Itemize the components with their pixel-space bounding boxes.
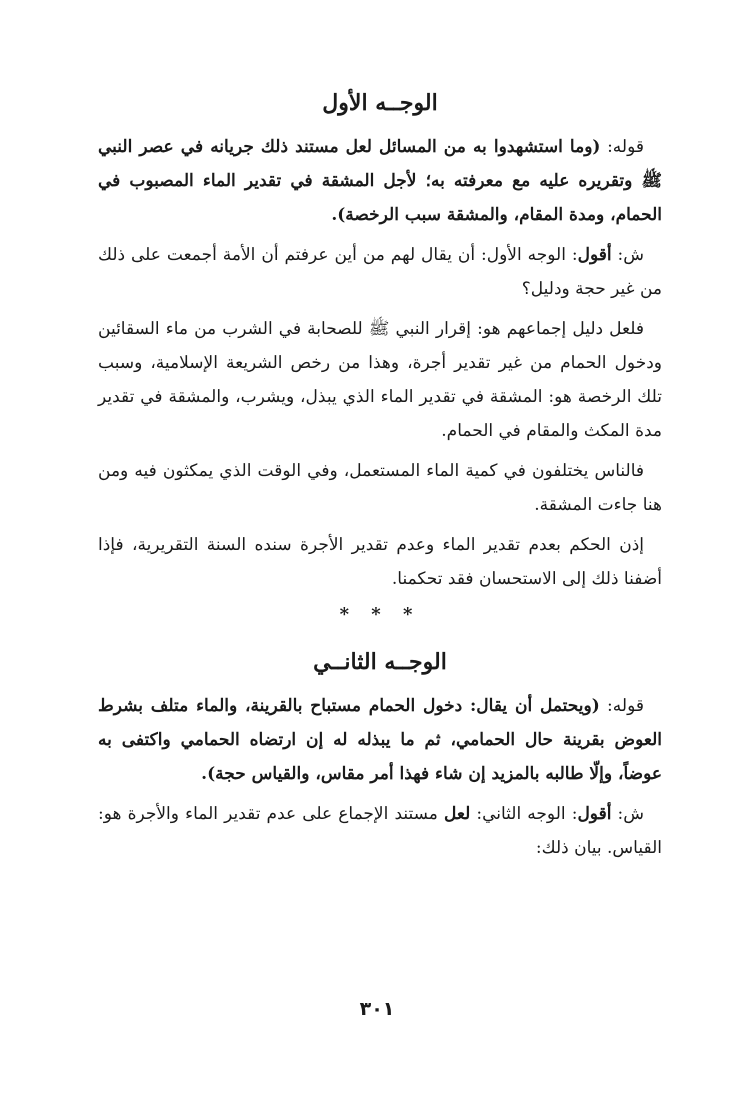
- quote-lead: قوله:: [600, 137, 644, 157]
- commentary-aqulu: أقول: [577, 804, 612, 824]
- quote-paragraph: [98, 130, 662, 232]
- commentary-lead: ش:: [611, 245, 645, 265]
- body-paragraph: إذن الحكم بعدم تقدير الماء وعدم تقدير الأجرة سنده السنة التقريرية، فإذا أضفنا ذلك إلى الاستحسان فقد تحكمنا.: [98, 535, 662, 589]
- page-body: [98, 88, 662, 871]
- commentary-aqulu: أقول: [577, 245, 612, 265]
- section-heading-first: الوجــه الأول: [322, 90, 438, 116]
- section-separator: * * *: [339, 604, 421, 625]
- section-heading-second: الوجــه الثانــي: [313, 649, 447, 675]
- quote-text: (ويحتمل أن يقال: دخول الحمام مستباح بالقرينة، والماء متلف بشرط العوض بقرينة حال الحمامي، ثم ما يبذله له إن ارتضاه الحمامي واكتفى به عوضاً، وإلّا طالبه بالمزيد إن شاء فهذا أمر مقاس، والقياس حجة).: [98, 696, 662, 784]
- commentary-lead: ش:: [611, 804, 644, 824]
- page-number: ٣٠١: [359, 998, 395, 1020]
- body-paragraph: فالناس يختلفون في كمية الماء المستعمل، وفي الوقت الذي يمكثون فيه ومن هنا جاءت المشقة.: [98, 461, 662, 515]
- commentary-text: : الوجه الثاني:: [470, 804, 578, 824]
- commentary-paragraph: [98, 797, 662, 865]
- commentary-text: : الوجه الأول: أن يقال لهم من أين عرفتم أن الأمة أجمعت على ذلك من غير حجة ودليل؟: [98, 245, 662, 299]
- body-paragraph: فلعل دليل إجماعهم هو: إقرار النبي ﷺ للصحابة في الشرب من ماء السقائين ودخول الحمام من غير تقدير أجرة، وهذا من رخص الشريعة الإسلامية، وسبب تلك الرخصة هو: المشقة في تقدير الماء الذي يبذل، ويشرب، والمشقة في تقدير مدة المكث والمقام في الحمام.: [98, 319, 662, 441]
- quote-paragraph: [98, 689, 662, 791]
- commentary-emphasis: لعل: [444, 804, 471, 824]
- commentary-text-end: مستند الإجماع على عدم تقدير الماء والأجرة هو: القياس. بيان ذلك:: [98, 804, 662, 858]
- quote-text: (وما استشهدوا به من المسائل لعل مستند ذلك جريانه في عصر النبي ﷺ وتقريره عليه مع معرفته به؛ لأجل المشقة في تقدير الماء المصبوب في الحمام، ومدة المقام، والمشقة سبب الرخصة).: [98, 137, 662, 225]
- quote-lead: قوله:: [599, 696, 644, 716]
- commentary-paragraph: [98, 238, 662, 306]
